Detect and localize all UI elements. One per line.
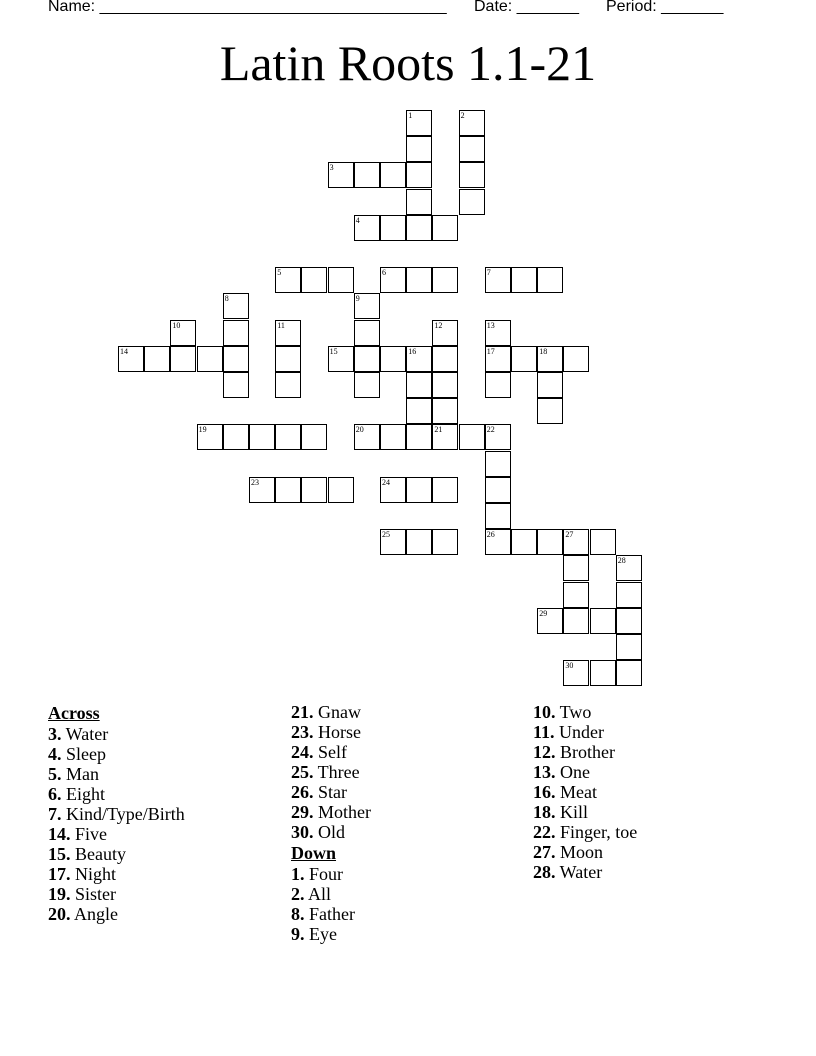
crossword-cell[interactable]	[406, 136, 432, 162]
clue-number: 3	[329, 163, 334, 173]
clue-number-label: 23.	[291, 722, 314, 742]
clue-text: Father	[304, 904, 355, 924]
crossword-cell[interactable]	[354, 215, 380, 241]
crossword-cell[interactable]	[354, 346, 380, 372]
clue-number: 17	[486, 346, 495, 356]
clue-text: Gnaw	[313, 702, 361, 722]
across-clue	[291, 702, 371, 722]
crossword-cell[interactable]	[590, 660, 616, 686]
crossword-cell[interactable]	[485, 477, 511, 503]
crossword-cell[interactable]	[537, 608, 563, 634]
crossword-cell[interactable]	[380, 267, 406, 293]
crossword-cell[interactable]	[328, 162, 354, 188]
clue-text: Sleep	[61, 744, 106, 764]
across-clue	[291, 822, 371, 842]
crossword-cell[interactable]	[301, 477, 327, 503]
down-clue	[533, 742, 637, 762]
clue-text: All	[304, 884, 332, 904]
period-field[interactable]: Period: _______	[606, 0, 724, 15]
crossword-cell[interactable]	[380, 477, 406, 503]
clue-number: 25	[382, 530, 390, 540]
clue-number: 16	[408, 346, 417, 356]
crossword-cell[interactable]	[432, 372, 458, 398]
clue-number-label: 26.	[291, 782, 314, 802]
clue-number: 4	[355, 215, 360, 225]
crossword-cell[interactable]	[432, 346, 458, 372]
crossword-cell[interactable]	[380, 162, 406, 188]
clue-text: Man	[61, 764, 99, 784]
crossword-cell[interactable]	[380, 346, 406, 372]
clue-number: 26	[486, 530, 495, 540]
crossword-cell[interactable]	[275, 424, 301, 450]
crossword-cell[interactable]	[275, 320, 301, 346]
across-clue	[48, 884, 185, 904]
crossword-cell[interactable]	[563, 608, 589, 634]
clue-column-2	[291, 702, 371, 944]
clue-number-label: 20.	[48, 904, 71, 924]
down-clue	[291, 884, 371, 904]
crossword-cell[interactable]	[170, 320, 196, 346]
crossword-cell[interactable]	[380, 424, 406, 450]
crossword-cell[interactable]	[406, 424, 432, 450]
clue-number-label: 22.	[533, 822, 556, 842]
down-clue	[533, 802, 637, 822]
crossword-cell[interactable]	[354, 424, 380, 450]
clue-number-label: 14.	[48, 824, 71, 844]
crossword-cell[interactable]	[616, 634, 642, 660]
crossword-cell[interactable]	[223, 346, 249, 372]
across-clue	[291, 762, 371, 782]
down-clue	[533, 862, 637, 882]
clue-number-label: 28.	[533, 862, 556, 882]
crossword-cell[interactable]	[406, 372, 432, 398]
clue-text: Three	[313, 762, 360, 782]
crossword-cell[interactable]	[249, 477, 275, 503]
crossword-cell[interactable]	[511, 346, 537, 372]
date-field[interactable]: Date: _______	[474, 0, 579, 15]
crossword-cell[interactable]	[485, 372, 511, 398]
clue-number: 5	[277, 268, 282, 278]
clue-number-label: 8.	[291, 904, 305, 924]
crossword-cell[interactable]	[616, 582, 642, 608]
clue-number-label: 11.	[533, 722, 555, 742]
crossword-cell[interactable]	[537, 398, 563, 424]
clue-text: Meat	[555, 782, 597, 802]
crossword-cell[interactable]	[275, 346, 301, 372]
clue-text: Kind/Type/Birth	[61, 804, 185, 824]
clue-number: 11	[277, 320, 285, 330]
crossword-cell[interactable]	[459, 110, 485, 136]
crossword-cell[interactable]	[380, 215, 406, 241]
down-clue	[291, 904, 371, 924]
across-clue	[48, 804, 185, 824]
clue-number: 22	[486, 425, 495, 435]
across-clue	[291, 782, 371, 802]
clue-text: Finger, toe	[555, 822, 638, 842]
crossword-cell[interactable]	[144, 346, 170, 372]
clue-number-label: 17.	[48, 864, 71, 884]
across-clue	[48, 744, 185, 764]
clue-number-label: 6.	[48, 784, 62, 804]
crossword-cell[interactable]	[537, 346, 563, 372]
clue-number-label: 27.	[533, 842, 556, 862]
crossword-cell[interactable]	[616, 555, 642, 581]
crossword-cell[interactable]	[354, 372, 380, 398]
crossword-cell[interactable]	[485, 503, 511, 529]
clue-number: 20	[355, 425, 364, 435]
clue-number: 21	[434, 425, 443, 435]
across-clue	[48, 764, 185, 784]
crossword-cell[interactable]	[616, 660, 642, 686]
down-clue	[291, 864, 371, 884]
clue-number: 30	[565, 661, 574, 671]
clue-text: Water	[555, 862, 603, 882]
clue-number-label: 29.	[291, 802, 314, 822]
crossword-cell[interactable]	[249, 424, 275, 450]
crossword-cell[interactable]	[432, 215, 458, 241]
crossword-cell[interactable]	[432, 477, 458, 503]
crossword-cell[interactable]	[406, 189, 432, 215]
down-clue	[533, 722, 637, 742]
down-clue	[533, 822, 637, 842]
across-clue	[291, 802, 371, 822]
crossword-cell[interactable]	[432, 267, 458, 293]
clue-number-label: 12.	[533, 742, 556, 762]
clue-number-label: 13.	[533, 762, 556, 782]
crossword-cell[interactable]	[432, 424, 458, 450]
clue-text: Kill	[555, 802, 589, 822]
crossword-cell[interactable]	[485, 424, 511, 450]
crossword-cell[interactable]	[432, 529, 458, 555]
clue-number: 29	[539, 608, 548, 618]
clue-text: Four	[304, 864, 344, 884]
crossword-cell[interactable]	[170, 346, 196, 372]
crossword-cell[interactable]	[459, 424, 485, 450]
across-clue	[48, 784, 185, 804]
clue-number-label: 24.	[291, 742, 314, 762]
crossword-cell[interactable]	[223, 372, 249, 398]
crossword-cell[interactable]	[432, 398, 458, 424]
crossword-cell[interactable]	[406, 267, 432, 293]
crossword-cell[interactable]	[485, 320, 511, 346]
clue-text: Sister	[70, 884, 117, 904]
across-clue	[291, 722, 371, 742]
clue-number: 7	[486, 268, 491, 278]
down-clue	[533, 762, 637, 782]
clue-column-3	[533, 702, 637, 882]
across-heading: Across	[48, 703, 100, 723]
crossword-cell[interactable]	[432, 320, 458, 346]
clue-number: 18	[539, 346, 548, 356]
crossword-cell[interactable]	[563, 555, 589, 581]
across-clue	[48, 864, 185, 884]
crossword-cell[interactable]	[459, 189, 485, 215]
across-clue	[48, 844, 185, 864]
clue-number-label: 15.	[48, 844, 71, 864]
crossword-cell[interactable]	[511, 529, 537, 555]
clue-number: 19	[198, 425, 207, 435]
crossword-cell[interactable]	[406, 477, 432, 503]
clue-number-label: 2.	[291, 884, 305, 904]
clue-number: 23	[251, 477, 259, 487]
clue-number: 10	[172, 320, 181, 330]
clue-number: 6	[382, 268, 386, 278]
across-clue	[48, 824, 185, 844]
across-clue	[291, 742, 371, 762]
clue-number: 1	[408, 111, 413, 120]
name-field[interactable]: Name: _______________________________________	[48, 0, 447, 15]
clue-text: Horse	[313, 722, 361, 742]
crossword-cell[interactable]	[537, 529, 563, 555]
page-title: Latin Roots 1.1-21	[219, 35, 597, 91]
crossword-cell[interactable]	[118, 346, 144, 372]
clue-number: 15	[329, 346, 338, 356]
crossword-cell[interactable]	[275, 267, 301, 293]
clue-number: 9	[355, 294, 360, 304]
crossword-cell[interactable]	[223, 320, 249, 346]
crossword-cell[interactable]	[590, 529, 616, 555]
crossword-cell[interactable]	[563, 346, 589, 372]
crossword-cell[interactable]	[197, 424, 223, 450]
clue-text: Beauty	[70, 844, 126, 864]
down-clue	[291, 924, 371, 944]
crossword-cell[interactable]	[328, 346, 354, 372]
crossword-cell[interactable]	[406, 162, 432, 188]
clue-number: 28	[617, 556, 626, 566]
crossword-cell[interactable]	[354, 162, 380, 188]
clue-number-label: 4.	[48, 744, 62, 764]
clue-number-label: 9.	[291, 924, 305, 944]
crossword-cell[interactable]	[406, 398, 432, 424]
across-clue	[48, 724, 185, 744]
clue-number-label: 30.	[291, 822, 314, 842]
crossword-cell[interactable]	[301, 424, 327, 450]
clue-text: Eye	[304, 924, 337, 944]
crossword-cell[interactable]	[223, 293, 249, 319]
crossword-cell[interactable]	[563, 529, 589, 555]
crossword-cell[interactable]	[511, 267, 537, 293]
crossword-cell[interactable]	[354, 320, 380, 346]
clue-column-1	[48, 702, 185, 924]
clue-number-label: 25.	[291, 762, 314, 782]
down-clue	[533, 782, 637, 802]
crossword-cell[interactable]	[616, 608, 642, 634]
clue-text: Star	[313, 782, 347, 802]
clue-text: Eight	[61, 784, 105, 804]
crossword-cell[interactable]	[380, 529, 406, 555]
crossword-cell[interactable]	[406, 215, 432, 241]
clue-number-label: 7.	[48, 804, 62, 824]
clue-text: Two	[555, 702, 592, 722]
clue-number: 2	[460, 111, 465, 120]
clue-text: Brother	[555, 742, 615, 762]
crossword-cell[interactable]	[563, 660, 589, 686]
clue-text: Mother	[313, 802, 371, 822]
clue-number-label: 10.	[533, 702, 556, 722]
crossword-cell[interactable]	[328, 267, 354, 293]
crossword-cell[interactable]	[485, 451, 511, 477]
clue-text: Five	[70, 824, 108, 844]
clue-number-label: 19.	[48, 884, 71, 904]
clue-number: 13	[486, 320, 495, 330]
clue-number-label: 1.	[291, 864, 305, 884]
across-clue	[48, 904, 185, 924]
crossword-cell[interactable]	[328, 477, 354, 503]
clue-text: Old	[313, 822, 345, 842]
down-heading: Down	[291, 843, 337, 863]
clue-text: Under	[554, 722, 604, 742]
crossword-cell[interactable]	[537, 372, 563, 398]
clue-text: One	[555, 762, 590, 782]
crossword-cell[interactable]	[459, 162, 485, 188]
crossword-cell[interactable]	[485, 346, 511, 372]
clue-number: 8	[224, 294, 229, 304]
clue-number: 27	[565, 530, 574, 540]
clue-text: Water	[61, 724, 109, 744]
crossword-cell[interactable]	[301, 267, 327, 293]
clue-number: 12	[434, 320, 443, 330]
clue-number: 24	[382, 477, 390, 487]
clue-number-label: 5.	[48, 764, 62, 784]
crossword-cell[interactable]	[406, 346, 432, 372]
crossword-cell[interactable]	[590, 608, 616, 634]
down-clue	[533, 842, 637, 862]
clue-text: Angle	[70, 904, 118, 924]
clue-number-label: 18.	[533, 802, 556, 822]
crossword-cell[interactable]	[354, 293, 380, 319]
clue-number-label: 16.	[533, 782, 556, 802]
crossword-cell[interactable]	[485, 267, 511, 293]
clue-number-label: 21.	[291, 702, 314, 722]
crossword-cell[interactable]	[459, 136, 485, 162]
clue-text: Night	[70, 864, 117, 884]
down-clue	[533, 702, 637, 722]
clue-text: Moon	[555, 842, 604, 862]
crossword-cell[interactable]	[197, 346, 223, 372]
crossword-cell[interactable]	[223, 424, 249, 450]
clue-text: Self	[313, 742, 347, 762]
clue-number-label: 3.	[48, 724, 62, 744]
crossword-cell[interactable]	[406, 529, 432, 555]
crossword-cell[interactable]	[563, 582, 589, 608]
crossword-cell[interactable]	[275, 372, 301, 398]
crossword-cell[interactable]	[537, 267, 563, 293]
crossword-cell[interactable]	[485, 529, 511, 555]
crossword-cell[interactable]	[406, 110, 432, 136]
clue-number: 14	[120, 346, 128, 356]
crossword-cell[interactable]	[275, 477, 301, 503]
